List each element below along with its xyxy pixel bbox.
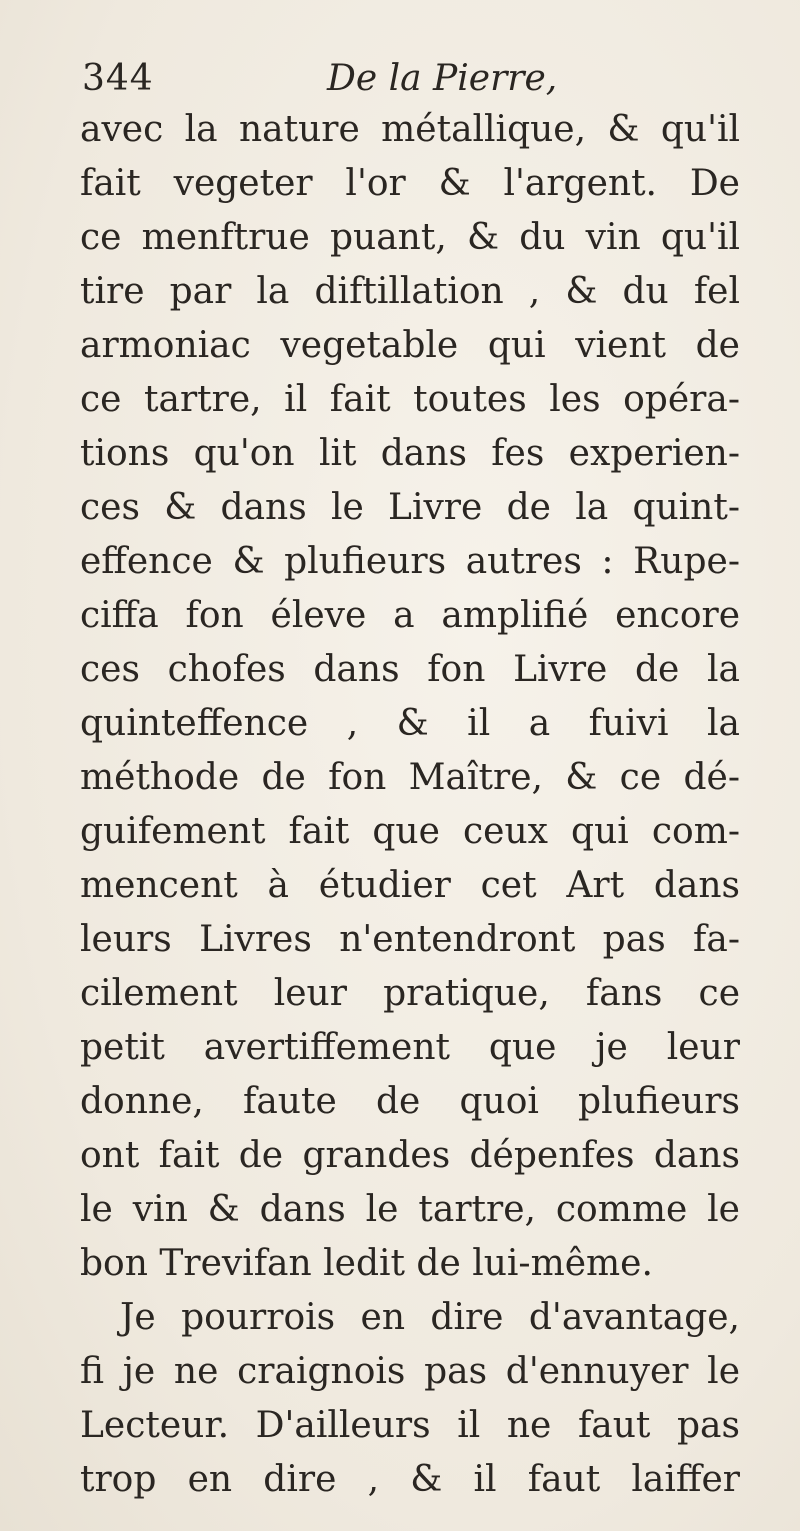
text-line: ce tartre, il fait toutes les opéra- (80, 379, 740, 420)
text-line: avec la nature métallique, & qu'il (80, 109, 740, 150)
text-line: armoniac vegetable qui vient de (80, 325, 740, 366)
text-line: bon Trevifan ledit de lui-même. (80, 1243, 653, 1284)
text-line: ciffa fon éleve a amplifié encore (80, 595, 740, 636)
text-line: tions qu'on lit dans fes experien- (80, 433, 740, 474)
text-line: tire par la diftillation , & du fel (80, 271, 740, 312)
page-number: 344 (82, 58, 154, 99)
text-line: le vin & dans le tartre, comme le (80, 1189, 740, 1230)
text-line: trop en dire , & il faut laiffer (80, 1459, 740, 1500)
text-line: donne, faute de quoi plufieurs (80, 1081, 740, 1122)
text-line: Lecteur. D'ailleurs il ne faut pas (80, 1405, 740, 1446)
text-line: petit avertiffement que je leur (80, 1027, 740, 1068)
text-line: mencent à étudier cet Art dans (80, 865, 740, 906)
running-head (82, 58, 740, 108)
text-line: effence & plufieurs autres : Rupe- (80, 541, 740, 582)
text-line: cilement leur pratique, fans ce (80, 973, 740, 1014)
text-line: Je pourrois en dire d'avantage, (120, 1297, 740, 1338)
text-line: fait vegeter l'or & l'argent. De (80, 163, 740, 204)
text-line: ce menftrue puant, & du vin qu'il (80, 217, 740, 258)
text-line: leurs Livres n'entendront pas fa- (80, 919, 740, 960)
text-line: ces chofes dans fon Livre de la (80, 649, 740, 690)
text-line: ont fait de grandes dépenfes dans (80, 1135, 740, 1176)
text-line: méthode de fon Maître, & ce dé- (80, 757, 740, 798)
text-line: ces & dans le Livre de la quint- (80, 487, 740, 528)
text-line: quinteffence , & il a fuivi la (80, 703, 740, 744)
text-line: fi je ne craignois pas d'ennuyer le (80, 1351, 740, 1392)
text-line: guifement fait que ceux qui com- (80, 811, 740, 852)
text-body (80, 103, 740, 1507)
running-title: De la Pierre, (327, 58, 558, 99)
